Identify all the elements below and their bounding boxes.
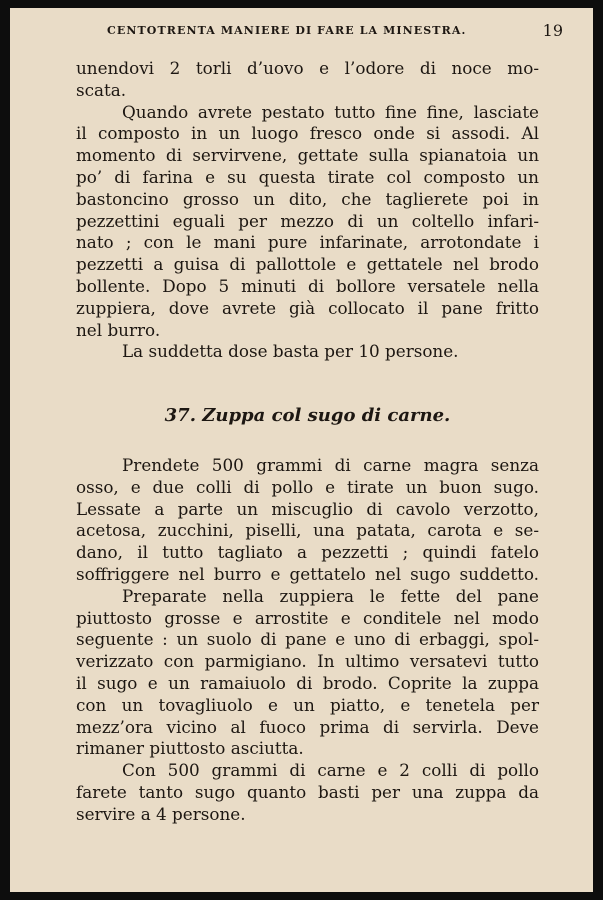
text-line: Con 500 grammi di carne e 2 colli di pollo [122,760,539,781]
text-line: pezzetti a guisa di pallottole e gettatele nel brodo [76,254,539,275]
text-line: il composto in un luogo fresco onde si assodi. Al [76,123,539,144]
text-line: bollente. Dopo 5 minuti di bollore versatele nella [76,275,539,296]
text-line: farete tanto sugo quanto basti per una zuppa da [76,781,539,802]
text-line: soffriggere nel burro e gettatelo nel sugo suddetto. [76,563,539,584]
text-line: mezz’ora vicino al fuoco prima di servirla. Deve [76,716,539,737]
page-number: 19 [542,21,563,40]
text-line: Lessate a parte un miscuglio di cavolo verzotto, [76,498,539,519]
text-line: con un tovagliuolo e un piatto, e tenetela per [76,694,539,715]
text-line: dano, il tutto tagliato a pezzetti ; quindi fatelo [76,542,539,563]
text-line: pezzettini eguali per mezzo di un coltello infari- [76,210,539,231]
text-line: nel burro. [76,319,161,340]
book-page [10,8,593,892]
text-line: Quando avrete pestato tutto fine fine, lasciate [122,101,539,122]
text-line: Preparate nella zuppiera le fette del pane [122,585,539,606]
text-line: seguente : un suolo di pane e uno di erbaggi, spol- [76,629,539,650]
recipe-heading: 37. Zuppa col sugo di carne. [164,405,451,426]
text-line: rimaner piuttosto asciutta. [76,738,304,759]
text-line: scata. [76,79,127,100]
text-line: bastoncino grosso un dito, che taglierete poi in [76,188,539,209]
text-line: verizzato con parmigiano. In ultimo versatevi tutto [76,651,539,672]
text-line: zuppiera, dove avrete già collocato il pane fritto [76,297,539,318]
text-line: La suddetta dose basta per 10 persone. [122,341,459,362]
text-line: Prendete 500 grammi di carne magra senza [122,455,539,475]
text-line: nato ; con le mani pure infarinate, arrotondate i [76,232,539,253]
text-line: momento di servirvene, gettate sulla spianatoia un [76,145,539,166]
running-header [107,18,563,44]
text-line: osso, e due colli di pollo e tirate un buon sugo. [76,476,539,497]
text-line: piuttosto grosse e arrostite e conditele nel modo [76,607,539,628]
text-line: servire a 4 persone. [76,803,246,824]
text-line: po’ di farina e su questa tirate col composto un [76,166,539,187]
text-line: il sugo e un ramaiuolo di brodo. Coprite la zuppa [76,672,539,693]
text-block-top [76,58,539,363]
text-line: acetosa, zucchini, piselli, una patata, carota e se- [76,520,539,541]
running-title: CENTOTRENTA MANIERE DI FARE LA MINESTRA. [107,24,467,37]
text-line: unendovi 2 torli d’uovo e l’odore di noce mo- [76,58,539,78]
text-block-recipe-37 [76,455,539,826]
